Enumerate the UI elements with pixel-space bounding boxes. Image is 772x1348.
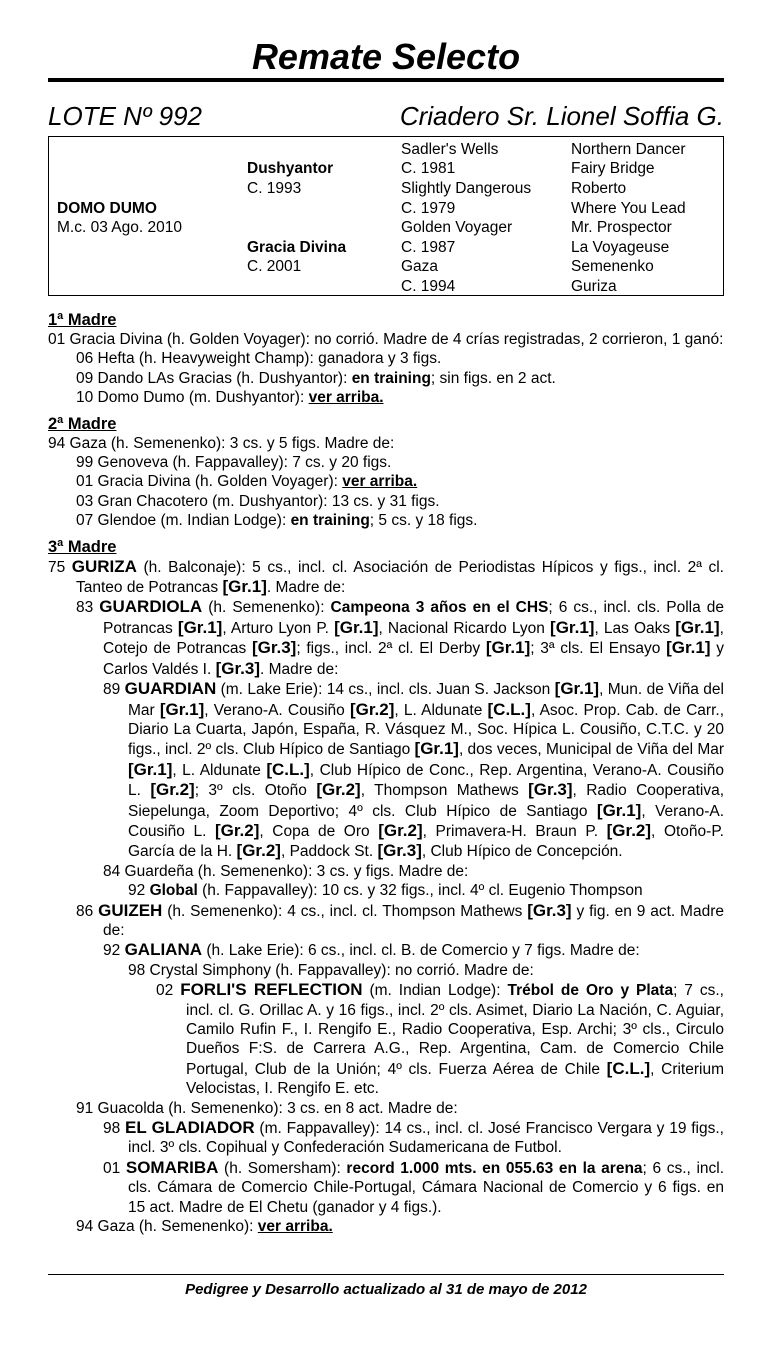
produce-entry — [76, 369, 724, 388]
horse-name-bold: SOMARIBA — [125, 1157, 219, 1177]
grade-badge: [Gr.1] — [666, 638, 711, 658]
entry-text: (h. Balconaje): 5 cs., incl. cl. Asociación de Periodistas Hípicos y figs., incl. 2ª cl. Tanteo de Potrancas — [76, 558, 724, 597]
entry-text: , Asoc. Prop. Cab. de Carr., Diario La Cuarta, Japón, España, R. Vásquez M., Soc. Hípica L. Cousiño, C.T.C. y 20 figs., incl. 2º cls. Club Hípico de Santiago — [128, 701, 725, 759]
entry-text: , Copa de Oro — [259, 822, 379, 840]
see-above-reference: ver arriba. — [308, 389, 384, 407]
entry-text: , Cotejo de Potrancas — [103, 619, 724, 658]
entry-text: , Thompson Mathews — [360, 782, 529, 800]
entry-text: ; 3º cls. Otoño — [194, 782, 317, 800]
see-above-reference: ver arriba. — [342, 473, 418, 491]
horse-name-bold: GURIZA — [71, 556, 137, 576]
status-text: en training — [290, 512, 370, 530]
grade-badge: [Gr.1] — [222, 577, 267, 597]
dam-name: Gracia Divina — [247, 239, 347, 256]
produce-entry: 06 Hefta (h. Heavyweight Champ): ganadora y 3 figs. — [76, 350, 442, 368]
entry-text: ; sin figs. en 2 act. — [430, 369, 556, 387]
entry-text: , L. Aldunate — [172, 761, 267, 779]
grade-badge: [Gr.3] — [527, 900, 572, 920]
entry-text: 94 Gaza (h. Semenenko): — [76, 1218, 258, 1236]
entry-text: , Otoño-P. García de la H. — [128, 822, 724, 861]
produce-entry: 99 Genoveva (h. Fappavalley): 7 cs. y 20 figs. — [76, 454, 392, 472]
entry-text: 01 Gracia Divina (h. Golden Voyager): — [76, 473, 343, 491]
produce-entry-global — [48, 881, 724, 900]
great-grandparent-name: Northern Dancer — [571, 141, 686, 158]
great-grandparent-name: Fairy Bridge — [571, 160, 655, 177]
grade-badge: [Gr.2] — [150, 780, 195, 800]
grandparent-entry: Golden Voyager — [401, 219, 513, 236]
grandparent-entry: C. 1979 — [401, 200, 456, 217]
award-text: Trébol de Oro y Plata — [507, 982, 674, 1000]
footer-note: Pedigree y Desarrollo actualizado al 31 de mayo de 2012 — [185, 1281, 587, 1298]
produce-entry-guardiola — [48, 597, 724, 679]
grade-badge: [Gr.3] — [377, 841, 422, 861]
entry-text: , Mun. de Viña del Mar — [128, 681, 724, 719]
entry-text: (h. Semenenko): 4 cs., incl. cl. Thompson Mathews — [162, 902, 528, 920]
great-grandparent-name: Roberto — [571, 180, 627, 197]
produce-entry — [76, 388, 724, 407]
produce-entry-somariba — [48, 1158, 724, 1217]
great-grandparent-name: Guriza — [571, 278, 617, 295]
section-heading-third-dam: 3ª Madre — [48, 537, 117, 556]
section-heading-first-dam: 1ª Madre — [48, 311, 117, 329]
entry-text: , Las Oaks — [594, 619, 676, 637]
grade-badge: [Gr.1] — [675, 617, 720, 637]
sire-name: Dushyantor — [247, 160, 334, 177]
year-text: 98 — [103, 1120, 126, 1138]
entry-text: ; 6 cs., incl. cls. Cámara de Comercio Chile-Portugal, Cámara Nacional de Comercio y 6 figs. en 15 act. Madre de El Chetu (ganador y 4 figs.). — [128, 1159, 725, 1216]
year-text: 01 — [103, 1159, 126, 1177]
entry-text: ; 3ª cls. El Ensayo — [530, 640, 667, 658]
entry-text: (h. Semenenko): — [202, 599, 331, 617]
grade-badge: [Gr.2] — [606, 820, 652, 840]
grade-badge: [Gr.1] — [334, 617, 379, 637]
entry-text: (m. Fappavalley): 14 cs., incl. cl. José Francisco Vergara y 19 figs., incl. 3º cls. Copihual y Confederación Sudamericana de Futbol. — [128, 1120, 724, 1157]
horse-name-bold: EL GLADIADOR — [125, 1118, 255, 1138]
grade-badge: [Gr.3] — [528, 780, 573, 800]
entry-text: , L. Aldunate — [394, 701, 488, 719]
horse-name-bold: GALIANA — [124, 940, 203, 960]
grade-badge: [Gr.1] — [596, 800, 642, 820]
entry-text: , Verano-A. Cousiño — [204, 701, 350, 719]
year-text: 86 — [76, 902, 99, 920]
produce-entry-galiana — [48, 940, 724, 960]
grade-badge: [Gr.2] — [378, 820, 423, 840]
grade-badge: [Gr.3] — [251, 638, 297, 658]
family-content — [48, 306, 724, 1236]
entry-text: ; 6 cs., incl. cls. Polla de Potrancas — [103, 599, 724, 637]
produce-entry: 03 Gran Chacotero (m. Dushyantor): 13 cs. y 31 figs. — [76, 492, 440, 510]
entry-text: , Verano-A. Cousiño L. — [128, 802, 725, 840]
horse-name-bold: GUIZEH — [98, 900, 163, 920]
year-text: 92 — [128, 882, 150, 900]
grandparent-entry: Slightly Dangerous — [401, 180, 532, 197]
grandparent-entry: Sadler's Wells — [401, 141, 499, 158]
grade-badge: [Gr.2] — [236, 841, 281, 861]
grandparent-entry: Gaza — [401, 258, 439, 275]
pedigree-box — [48, 136, 724, 296]
great-grandparent-name: Where You Lead — [571, 200, 686, 217]
entry-text: 09 Dando LAs Gracias (h. Dushyantor): — [76, 369, 352, 387]
horse-name-bold: GUARDIAN — [124, 679, 217, 699]
grade-badge: [Gr.1] — [159, 699, 205, 719]
produce-entry-crystal-simphony: 98 Crystal Simphony (h. Fappavalley): no corrió. Madre de: — [128, 961, 534, 979]
grade-badge: [Gr.1] — [128, 759, 173, 779]
section-heading-second-dam: 2ª Madre — [48, 414, 117, 433]
produce-entry-forlis-reflection — [48, 980, 724, 1098]
footer-rule — [48, 1274, 724, 1275]
record-text: record 1.000 mts. en 055.63 en la arena — [346, 1159, 643, 1177]
produce-entry — [76, 511, 724, 530]
entry-text: y Carlos Valdés I. — [103, 640, 724, 678]
entry-text: ; 5 cs. y 18 figs. — [369, 512, 478, 530]
produce-entry-gaza — [48, 1217, 724, 1236]
status-text: en training — [351, 369, 431, 387]
year-text: 92 — [103, 942, 125, 960]
entry-text: (m. Indian Lodge): — [362, 982, 508, 1000]
year-text: 89 — [103, 681, 125, 699]
horse-name: DOMO DUMO — [57, 200, 157, 217]
grade-badge: [Gr.1] — [414, 739, 459, 759]
horse-name-bold: FORLI'S REFLECTION — [180, 980, 363, 1000]
produce-entry — [76, 472, 724, 491]
great-grandparent-name: Mr. Prospector — [571, 219, 672, 236]
grandparent-entry: C. 1981 — [401, 160, 456, 177]
entry-text: , Paddock St. — [280, 843, 378, 861]
entry-text: , dos veces, Municipal de Viña del Mar — [458, 741, 725, 759]
entry-text: , Nacional Ricardo Lyon — [378, 619, 551, 637]
see-above-reference: ver arriba. — [257, 1218, 333, 1236]
entry-text: (h. Fappavalley): 10 cs. y 32 figs., incl. 4º cl. Eugenio Thompson — [197, 882, 643, 900]
produce-entry-guizeh — [48, 901, 724, 941]
entry-text: , Criterium Velocistas, I. Rengifo E. etc. — [186, 1060, 724, 1098]
entry-text: (m. Lake Erie): 14 cs., incl. cls. Juan S. Jackson — [216, 681, 555, 699]
title-rule — [48, 78, 724, 82]
horse-name-bold: Global — [149, 882, 198, 900]
entry-text: , Club Hípico de Conc., Rep. Argentina, Verano-A. Cousiño L. — [128, 761, 724, 800]
grade-badge: [Gr.2] — [215, 820, 260, 840]
produce-entry-guacolda: 91 Guacolda (h. Semenenko): 3 cs. en 8 act. Madre de: — [76, 1099, 458, 1117]
grade-badge: [Gr.2] — [349, 699, 395, 719]
entry-text: , Club Hípico de Concepción. — [421, 843, 623, 861]
entry-text: , Radio Cooperativa, Siepelunga, Zoom Deportivo; 4º cls. Club Hípico de Santiago — [128, 782, 724, 820]
grade-badge: [Gr.1] — [550, 617, 595, 637]
entry-text: 07 Glendoe (m. Indian Lodge): — [76, 512, 291, 530]
entry-text: . Madre de: — [266, 579, 346, 597]
entry-text: 10 Domo Dumo (m. Dushyantor): — [76, 389, 309, 407]
year-text: 83 — [76, 599, 100, 617]
grade-badge: [Gr.1] — [554, 679, 600, 699]
grade-badge: [Gr.3] — [215, 658, 260, 678]
grade-badge: [C.L.] — [606, 1058, 651, 1078]
entry-text: , Primavera-H. Braun P. — [422, 822, 607, 840]
champion-text: Campeona 3 años en el CHS — [330, 599, 549, 617]
produce-entry-el-gladiador — [48, 1118, 724, 1158]
entry-text: , Arturo Lyon P. — [222, 619, 335, 637]
sire-year: C. 1993 — [247, 180, 302, 197]
grade-badge: [Gr.1] — [177, 617, 223, 637]
grade-badge: [Gr.2] — [316, 780, 361, 800]
grade-badge: [C.L.] — [266, 759, 310, 779]
horse-info: M.c. 03 Ago. 2010 — [57, 219, 182, 236]
horse-name-bold: GUARDIOLA — [99, 597, 203, 617]
grandparent-entry: C. 1987 — [401, 239, 456, 256]
entry-text: ; figs., incl. 2ª cl. El Derby — [296, 640, 486, 658]
entry-text: y fig. en 9 act. Madre de: — [103, 902, 724, 939]
grade-badge: [Gr.1] — [485, 638, 531, 658]
year-text: 75 — [48, 558, 72, 576]
page-title: Remate Selecto — [251, 36, 521, 77]
dam-entry: 94 Gaza (h. Semenenko): 3 cs. y 5 figs. Madre de: — [48, 434, 395, 452]
entry-text: (h. Lake Erie): 6 cs., incl. cl. B. de Comercio y 7 figs. Madre de: — [202, 942, 640, 960]
produce-entry-guardena: 84 Guardeña (h. Semenenko): 3 cs. y figs. Madre de: — [103, 862, 469, 880]
dam-entry: 01 Gracia Divina (h. Golden Voyager): no corrió. Madre de 4 crías registradas, 2 corrieron, 1 ganó: — [48, 331, 724, 348]
entry-text: (h. Somersham): — [218, 1159, 347, 1177]
year-text: 02 — [156, 982, 181, 1000]
grandparent-entry: C. 1994 — [401, 278, 456, 295]
entry-text: . Madre de: — [259, 660, 339, 678]
entry-text: ; 7 cs., incl. cl. G. Orillac A. y 16 figs., incl. 2º cls. Asimet, Diario La Nación, C. Aguiar, Camilo Rufin F., I. Rengifo E., Radio Cooperativa, Esp. Archi; 3º cls., Circulo Dueños F:S. de Carrera A.G., Rep. Argentina, Cam. de Comercio Chile Portugal, Club de la Unión; 4º cls. Fuerza Aérea de Chile — [186, 982, 724, 1078]
grade-badge: [C.L.] — [487, 699, 531, 719]
dam-entry-guriza — [48, 557, 724, 598]
produce-entry-guardian — [48, 679, 724, 862]
breeder-name: Criadero Sr. Lionel Soffia G. — [399, 101, 724, 131]
great-grandparent-name: La Voyageuse — [571, 239, 670, 256]
great-grandparent-name: Semenenko — [571, 258, 654, 275]
lot-number: LOTE Nº 992 — [48, 101, 203, 131]
dam-year: C. 2001 — [247, 258, 302, 275]
